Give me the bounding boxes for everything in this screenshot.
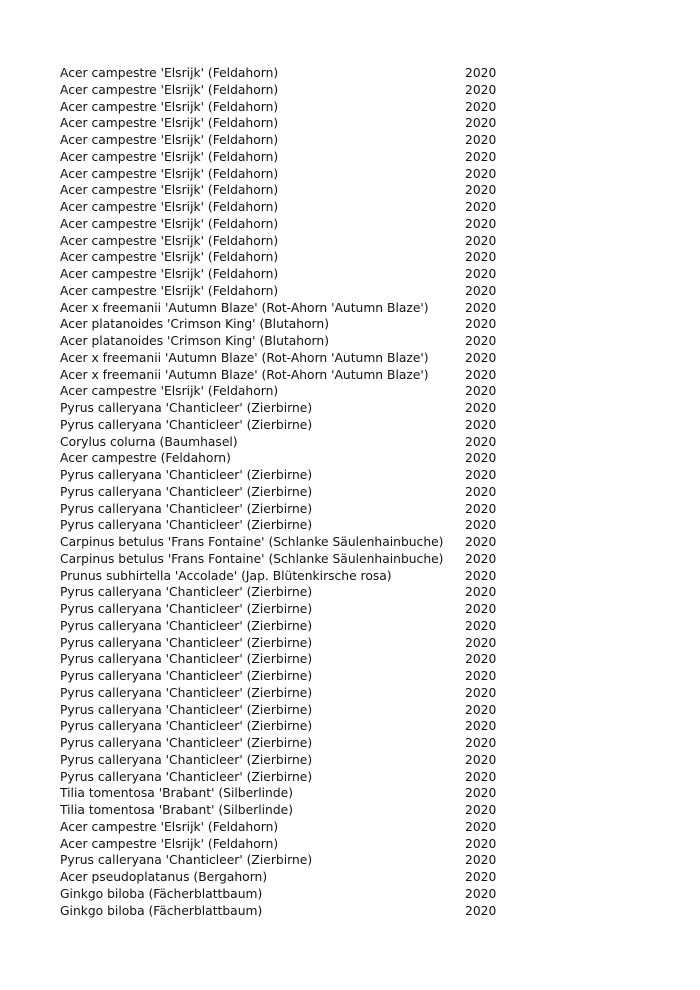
species-cell: Acer campestre 'Elsrijk' (Feldahorn): [60, 233, 279, 248]
year-cell: 2020: [465, 853, 497, 868]
species-cell: Corylus colurna (Baumhasel): [60, 434, 238, 449]
year-cell: 2020: [465, 652, 497, 667]
table-row: [60, 869, 500, 886]
table-row: [60, 400, 500, 417]
table-row: [60, 300, 500, 317]
table-row: [60, 82, 500, 99]
year-cell: 2020: [465, 468, 497, 482]
species-cell: Pyrus calleryana 'Chanticleer' (Zierbirne): [60, 752, 313, 767]
table-row: [60, 903, 500, 920]
table-row: [60, 182, 500, 199]
year-cell: 2020: [465, 233, 497, 248]
species-cell: Pyrus calleryana 'Chanticleer' (Zierbirne): [60, 417, 313, 432]
table-row: [60, 383, 500, 400]
table-row: [60, 233, 500, 250]
table-row: [60, 434, 500, 451]
species-cell: Acer campestre 'Elsrijk' (Feldahorn): [60, 267, 279, 281]
table-row: [60, 249, 500, 266]
species-cell: Pyrus calleryana 'Chanticleer' (Zierbirne): [60, 853, 313, 868]
species-cell: Pyrus calleryana 'Chanticleer' (Zierbirne): [60, 685, 313, 700]
year-cell: 2020: [465, 451, 497, 466]
species-cell: Acer campestre 'Elsrijk' (Feldahorn): [60, 99, 279, 114]
year-cell: 2020: [465, 752, 497, 767]
species-cell: Acer x freemanii 'Autumn Blaze' (Rot-Ahorn 'Autumn Blaze'): [60, 300, 429, 315]
species-cell: Acer campestre 'Elsrijk' (Feldahorn): [60, 819, 279, 834]
year-cell: 2020: [465, 669, 497, 683]
year-cell: 2020: [465, 568, 497, 583]
year-cell: 2020: [465, 803, 497, 817]
year-cell: 2020: [465, 484, 497, 499]
species-cell: Acer campestre 'Elsrijk' (Feldahorn): [60, 283, 279, 298]
table-row: [60, 819, 500, 836]
year-cell: 2020: [465, 116, 497, 131]
year-cell: 2020: [465, 501, 497, 516]
species-cell: Acer campestre (Feldahorn): [60, 451, 231, 466]
species-cell: Acer pseudoplatanus (Bergahorn): [60, 870, 268, 884]
tree-list-table: [60, 65, 500, 919]
year-cell: 2020: [465, 384, 497, 399]
year-cell: 2020: [465, 401, 497, 415]
species-cell: Ginkgo biloba (Fächerblattbaum): [60, 886, 263, 901]
species-cell: Pyrus calleryana 'Chanticleer' (Zierbirne): [60, 618, 313, 633]
year-cell: 2020: [465, 300, 497, 315]
species-cell: Tilia tomentosa 'Brabant' (Silberlinde): [60, 803, 294, 817]
table-row: [60, 115, 500, 132]
table-row: [60, 484, 500, 501]
table-row: [60, 852, 500, 869]
table-row: [60, 467, 500, 484]
species-cell: Carpinus betulus 'Frans Fontaine' (Schlanke Säulenhainbuche): [60, 551, 444, 566]
species-cell: Pyrus calleryana 'Chanticleer' (Zierbirne): [60, 719, 313, 734]
table-row: [60, 534, 500, 551]
year-cell: 2020: [465, 585, 497, 600]
year-cell: 2020: [465, 719, 497, 734]
year-cell: 2020: [465, 903, 497, 918]
species-cell: Ginkgo biloba (Fächerblattbaum): [60, 903, 263, 918]
table-row: [60, 718, 500, 735]
species-cell: Carpinus betulus 'Frans Fontaine' (Schlanke Säulenhainbuche): [60, 535, 444, 549]
species-cell: Pyrus calleryana 'Chanticleer' (Zierbirne): [60, 602, 313, 616]
species-cell: Prunus subhirtella 'Accolade' (Jap. Blütenkirsche rosa): [60, 568, 392, 583]
species-cell: Acer campestre 'Elsrijk' (Feldahorn): [60, 82, 279, 97]
table-row: [60, 601, 500, 618]
species-cell: Pyrus calleryana 'Chanticleer' (Zierbirne): [60, 501, 313, 516]
table-row: [60, 517, 500, 534]
species-cell: Acer campestre 'Elsrijk' (Feldahorn): [60, 149, 279, 164]
species-cell: Acer x freemanii 'Autumn Blaze' (Rot-Ahorn 'Autumn Blaze'): [60, 367, 429, 382]
species-cell: Pyrus calleryana 'Chanticleer' (Zierbirne): [60, 401, 313, 415]
year-cell: 2020: [465, 99, 497, 114]
table-row: [60, 367, 500, 384]
year-cell: 2020: [465, 82, 497, 97]
species-cell: Acer platanoides 'Crimson King' (Blutahorn): [60, 334, 329, 348]
year-cell: 2020: [465, 317, 497, 332]
table-row: [60, 702, 500, 719]
species-cell: Pyrus calleryana 'Chanticleer' (Zierbirne): [60, 484, 313, 499]
year-cell: 2020: [465, 149, 497, 164]
year-cell: 2020: [465, 535, 497, 549]
year-cell: 2020: [465, 870, 497, 884]
table-row: [60, 785, 500, 802]
table-row: [60, 149, 500, 166]
table-row: [60, 618, 500, 635]
year-cell: 2020: [465, 350, 497, 365]
table-row: [60, 350, 500, 367]
year-cell: 2020: [465, 786, 497, 801]
species-cell: Pyrus calleryana 'Chanticleer' (Zierbirne): [60, 585, 313, 600]
year-cell: 2020: [465, 250, 497, 265]
table-row: [60, 316, 500, 333]
table-row: [60, 735, 500, 752]
table-row: [60, 752, 500, 769]
table-row: [60, 568, 500, 585]
table-row: [60, 65, 500, 82]
year-cell: 2020: [465, 334, 497, 348]
table-row: [60, 266, 500, 283]
table-row: [60, 99, 500, 116]
year-cell: 2020: [465, 434, 497, 449]
species-cell: Acer campestre 'Elsrijk' (Feldahorn): [60, 836, 279, 851]
table-row: [60, 501, 500, 518]
table-row: [60, 551, 500, 568]
year-cell: 2020: [465, 551, 497, 566]
table-row: [60, 333, 500, 350]
year-cell: 2020: [465, 836, 497, 851]
species-cell: Acer campestre 'Elsrijk' (Feldahorn): [60, 384, 279, 399]
year-cell: 2020: [465, 133, 497, 147]
table-row: [60, 283, 500, 300]
year-cell: 2020: [465, 819, 497, 834]
table-row: [60, 769, 500, 786]
table-row: [60, 651, 500, 668]
species-cell: Acer campestre 'Elsrijk' (Feldahorn): [60, 133, 279, 147]
year-cell: 2020: [465, 618, 497, 633]
species-cell: Pyrus calleryana 'Chanticleer' (Zierbirne): [60, 652, 313, 667]
table-row: [60, 216, 500, 233]
year-cell: 2020: [465, 886, 497, 901]
species-cell: Pyrus calleryana 'Chanticleer' (Zierbirne): [60, 702, 313, 717]
year-cell: 2020: [465, 769, 497, 784]
table-row: [60, 635, 500, 652]
year-cell: 2020: [465, 66, 497, 80]
year-cell: 2020: [465, 267, 497, 281]
table-row: [60, 668, 500, 685]
species-cell: Acer x freemanii 'Autumn Blaze' (Rot-Ahorn 'Autumn Blaze'): [60, 350, 429, 365]
table-row: [60, 132, 500, 149]
table-row: [60, 450, 500, 467]
table-row: [60, 836, 500, 853]
species-cell: Tilia tomentosa 'Brabant' (Silberlinde): [60, 786, 294, 801]
year-cell: 2020: [465, 166, 497, 181]
year-cell: 2020: [465, 736, 497, 750]
species-cell: Pyrus calleryana 'Chanticleer' (Zierbirne): [60, 736, 313, 750]
species-cell: Pyrus calleryana 'Chanticleer' (Zierbirne): [60, 518, 313, 533]
species-cell: Acer campestre 'Elsrijk' (Feldahorn): [60, 116, 279, 131]
year-cell: 2020: [465, 183, 497, 198]
species-cell: Pyrus calleryana 'Chanticleer' (Zierbirne): [60, 669, 313, 683]
year-cell: 2020: [465, 417, 497, 432]
table-row: [60, 584, 500, 601]
year-cell: 2020: [465, 518, 497, 533]
year-cell: 2020: [465, 283, 497, 298]
species-cell: Acer campestre 'Elsrijk' (Feldahorn): [60, 166, 279, 181]
species-cell: Acer campestre 'Elsrijk' (Feldahorn): [60, 66, 279, 80]
table-row: [60, 685, 500, 702]
table-row: [60, 166, 500, 183]
species-cell: Acer campestre 'Elsrijk' (Feldahorn): [60, 250, 279, 265]
species-cell: Acer platanoides 'Crimson King' (Blutahorn): [60, 317, 329, 332]
table-row: [60, 417, 500, 434]
year-cell: 2020: [465, 702, 497, 717]
species-cell: Pyrus calleryana 'Chanticleer' (Zierbirne): [60, 635, 313, 650]
table-row: [60, 199, 500, 216]
table-row: [60, 886, 500, 903]
species-cell: Acer campestre 'Elsrijk' (Feldahorn): [60, 183, 279, 198]
year-cell: 2020: [465, 216, 497, 231]
species-cell: Pyrus calleryana 'Chanticleer' (Zierbirne): [60, 769, 313, 784]
species-cell: Acer campestre 'Elsrijk' (Feldahorn): [60, 200, 279, 214]
year-cell: 2020: [465, 635, 497, 650]
year-cell: 2020: [465, 602, 497, 616]
year-cell: 2020: [465, 685, 497, 700]
year-cell: 2020: [465, 367, 497, 382]
year-cell: 2020: [465, 200, 497, 214]
table-row: [60, 802, 500, 819]
species-cell: Acer campestre 'Elsrijk' (Feldahorn): [60, 216, 279, 231]
species-cell: Pyrus calleryana 'Chanticleer' (Zierbirne): [60, 468, 313, 482]
